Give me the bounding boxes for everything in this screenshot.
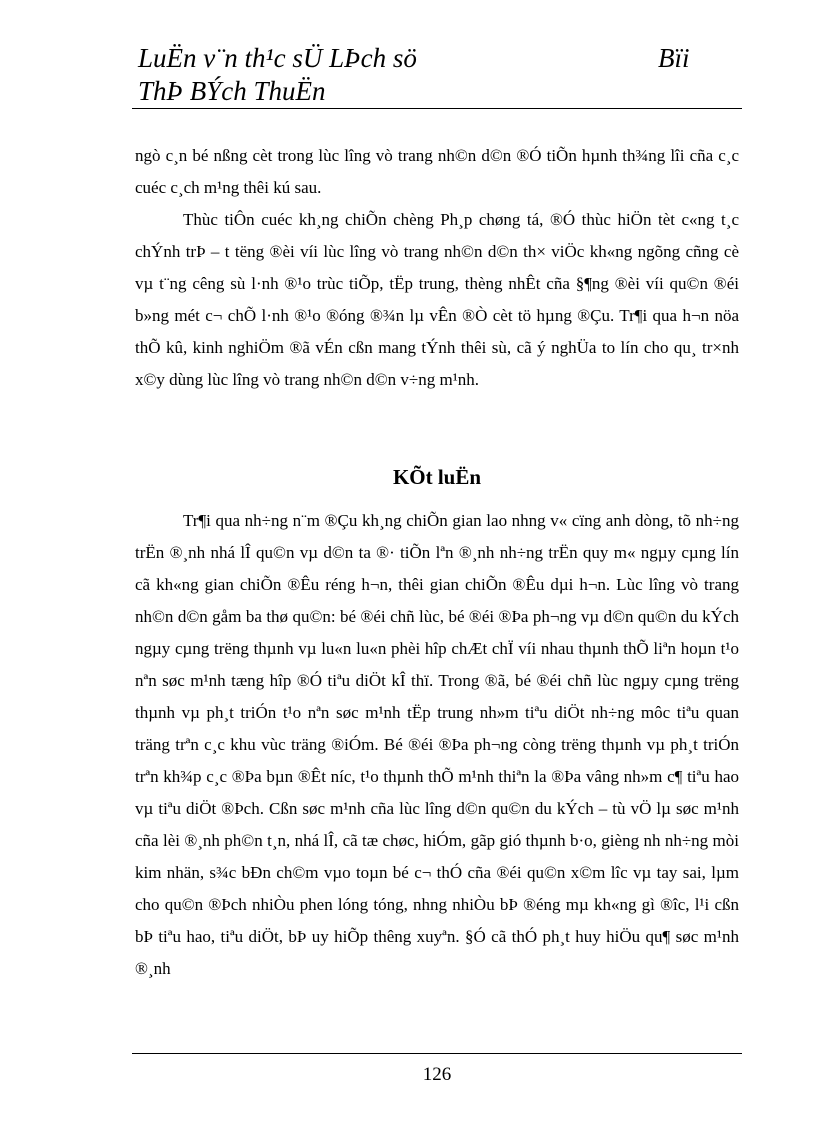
body-text-bottom (135, 505, 739, 985)
paragraph: Thùc tiÔn cuéc kh¸ng chiÕn chèng Ph¸p chøng tá, ®Ó thùc hiÖn tèt c«ng t¸c chÝnh trÞ – t tëng ®èi víi lùc lîng vò trang nh©n d©n th× viÖc kh«ng ngõng cñng cè vµ t¨ng cêng sù l·nh ®¹o trùc tiÕp, tËp trung, thèng nhÊt cña §¶ng ®èi víi qu©n ®éi b»ng mét c¬ chÕ l·nh ®¹o ®óng ®¾n lµ vÊn ®Ò cèt tö hµng ®Çu. Tr¶i qua h¬n nöa thÕ kû, kinh nghiÖm ®ã vÉn cßn mang tÝnh thêi sù, cã ý nghÜa to lín cho qu¸ tr×nh x©y dùng lùc lîng vò trang nh©n d©n v÷ng m¹nh. (135, 210, 739, 389)
footer-divider (132, 1053, 742, 1054)
page-number: 126 (422, 1064, 452, 1085)
header-divider (132, 108, 742, 109)
section-title: KÕt luËn (392, 465, 482, 489)
header-title-line1: LuËn v¨n th¹c sÜ LÞch sö (138, 43, 417, 73)
header-author-surname: Bïi (658, 43, 690, 73)
paragraph-continuation: ngò c¸n bé nßng cèt trong lùc lîng vò trang nh©n d©n ®Ó tiÕn hµnh th¾ng lîi cña c¸c cuéc c¸ch m¹ng thêi kú sau. (135, 146, 739, 197)
header-title (138, 42, 417, 108)
paragraph: Tr¶i qua nh÷ng n¨m ®Çu kh¸ng chiÕn gian lao nhng v« cïng anh dòng, tõ nh÷ng trËn ®¸nh nhá lÎ qu©n vµ d©n ta ®· tiÕn lªn ®¸nh nh÷ng trËn quy m« ngµy cµng lín cã kh«ng gian chiÕn ®Êu réng h¬n, thêi gian chiÕn ®Êu dµi h¬n. Lùc lîng vò trang nh©n d©n gåm ba thø qu©n: bé ®éi chñ lùc, bé ®éi ®Þa ph¬ng vµ d©n qu©n du kÝch ngµy cµng trëng thµnh vµ lu«n lu«n phèi hîp chÆt chÏ víi nhau thµnh thÕ liªn hoµn t¹o nªn søc m¹nh tæng hîp ®Ó tiªu diÖt kÎ thï. Trong ®ã, bé ®éi chñ lùc ngµy cµng trëng thµnh vµ ph¸t triÓn t¹o nªn søc m¹nh tËp trung nh»m tiªu diÖt nh÷ng môc tiªu quan träng trªn c¸c khu vùc träng ®iÓm. Bé ®éi ®Þa ph¬ng còng trëng thµnh vµ ph¸t triÓn trªn kh¾p c¸c ®Þa bµn ®Êt níc, t¹o thµnh thÕ m¹nh thiªn la ®Þa vâng nh»m c¶ tiªu hao vµ tiªu diÖt ®Þch. Cßn søc m¹nh cña lùc lîng d©n qu©n du kÝch – tù vÖ lµ søc m¹nh cña lèi ®¸nh ph©n t¸n, nhá lÎ, cã tæ chøc, hiÓm, gãp gió thµnh b·o, gièng nh nh÷ng mòi kim nhän, s¾c bÐn ch©m vµo toµn bé c¬ thÓ cña ®éi qu©n x©m lîc vµ tay sai, lµm cho qu©n ®Þch nhiÒu phen lóng tóng, nhng nhiÒu bÞ ®éng mµ kh«ng gì ®îc, l¹i cßn bÞ tiªu hao, tiªu diÖt, bÞ uy hiÕp thêng xuyªn. §Ó cã thÓ ph¸t huy hiÖu qu¶ søc m¹nh ®¸nh (135, 511, 739, 978)
page-header (132, 38, 742, 108)
header-title-line2: ThÞ BÝch ThuËn (138, 76, 326, 106)
body-text-top (135, 140, 739, 396)
